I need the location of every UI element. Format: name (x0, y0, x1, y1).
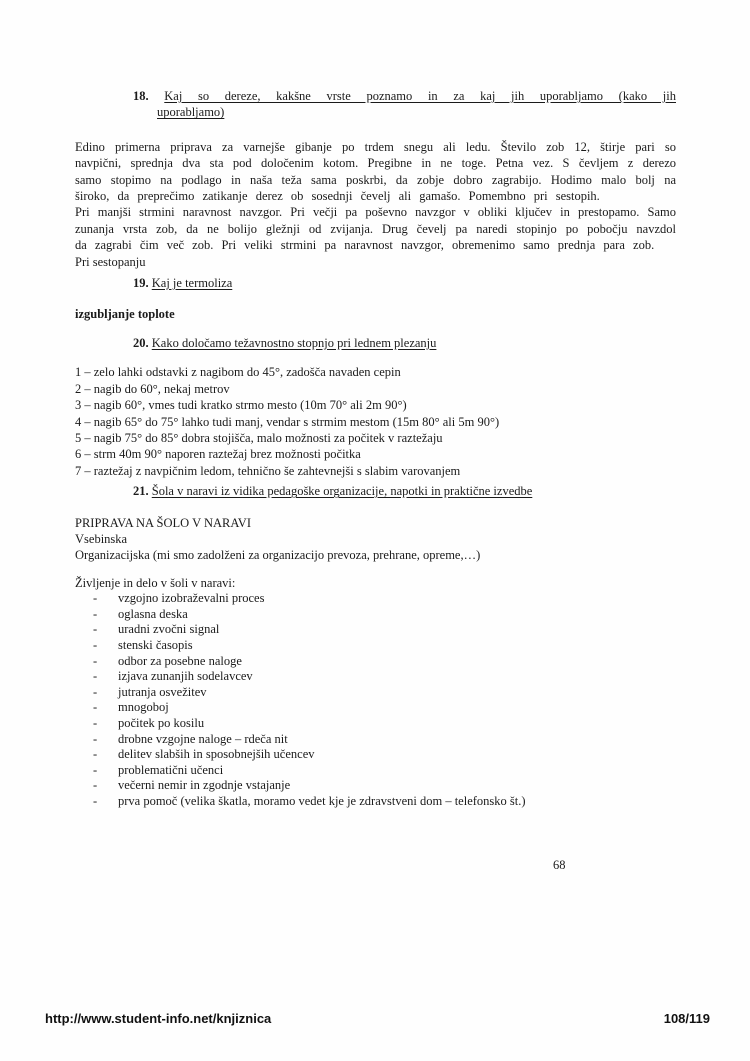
list-item (75, 747, 676, 763)
question-19-heading (75, 275, 676, 291)
list-item-text: vzgojno izobraževalni proces (118, 591, 265, 606)
bullet-dash: - (93, 700, 98, 715)
ice-grade-item: 2 – nagib do 60°, nekaj metrov (75, 381, 230, 396)
life-in-school-list (75, 591, 676, 809)
question-number: 20. (133, 335, 149, 350)
list-item-text: izjava zunanjih sodelavcev (118, 669, 253, 684)
question-title: Šola v naravi iz vidika pedagoške organizacije, napotki in praktične izvedbe (151, 484, 533, 499)
question-20-heading (75, 335, 676, 351)
question-18-heading (75, 88, 676, 121)
bullet-dash: - (93, 747, 98, 762)
list-item (75, 732, 676, 748)
footer-page-indicator: 108/119 (663, 1011, 710, 1026)
bullet-dash: - (93, 762, 98, 777)
list-item (75, 685, 676, 701)
list-item-text: delitev slabših in sposobnejših učencev (118, 747, 315, 762)
list-item-text: jutranja osvežitev (118, 684, 207, 699)
question-number: 21. (133, 484, 149, 499)
list-item (75, 638, 676, 654)
bullet-dash: - (93, 731, 98, 746)
list-item-text: mnogoboj (118, 700, 169, 715)
paragraph-dereze-1: Edino primerna priprava za varnejše gibanje po trdem snegu ali ledu. Število zob 12, štirje pari so navpični, sprednja dva sta pod določenim kotom. Pregibne in ne toge. Petna vez. S čevljem z derezo samo stopimo na podlago in naša teža sama poskrbi, da zobje dobro zagrabijo. Hodimo malo bolj na široko, da preprečimo zatikanje derez ob sosednji čevelj ali gamašo. Pomembno pri sestopih. (75, 139, 676, 204)
list-item-text: prva pomoč (velika škatla, moramo vedet kje je zdravstveni dom – telefonsko št.) (118, 793, 526, 808)
paragraph-dereze-3: Pri sestopanju (75, 254, 146, 269)
termoliza-bold-line: izgubljanje toplote (75, 307, 175, 322)
bullet-dash: - (93, 778, 98, 793)
ice-grade-item: 4 – nagib 65° do 75° lahko tudi manj, vendar s strmim mestom (15m 80° ali 5m 90°) (75, 414, 500, 429)
ice-grade-item: 1 – zelo lahki odstavki z nagibom do 45°, zadošča navaden cepin (75, 365, 401, 380)
list-item-text: uradni zvočni signal (118, 622, 220, 637)
bullet-dash: - (93, 669, 98, 684)
list-item (75, 654, 676, 670)
page-number: 68 (553, 858, 566, 872)
bullet-dash: - (93, 622, 98, 637)
list-item (75, 591, 676, 607)
ice-grade-item: 3 – nagib 60°, vmes tudi kratko strmo mesto (10m 70° ali 2m 90°) (75, 398, 407, 413)
bullet-dash: - (93, 653, 98, 668)
bullet-dash: - (93, 591, 98, 606)
list-item (75, 716, 676, 732)
list-item-text: drobne vzgojne naloge – rdeča nit (118, 731, 288, 746)
life-in-school-title: Življenje in delo v šoli v naravi: (75, 575, 236, 590)
list-item-text: počitek po kosilu (118, 715, 205, 730)
preparation-lines (75, 531, 676, 564)
question-title: Kaj so dereze, kakšne vrste poznamo in za kaj jih uporabljamo (kako jih uporabljamo) (157, 89, 676, 120)
list-item-text: oglasna deska (118, 606, 188, 621)
list-item (75, 669, 676, 685)
paragraph-dereze-2: Pri manjši strmini naravnost navzgor. Pri večji pa poševno navzgor v obliki ključev in prestopamo. Samo zunanja vrsta zob, da ne bolijo gležnji od zvijanja. Drug čevelj pa naredi stopinjo po pobočju navzdol da zagrabi čim več zob. Pri veliki strmini pa naravnost navzgor, obremenimo samo prednja para zob. (75, 205, 676, 253)
list-item (75, 607, 676, 623)
list-item (75, 622, 676, 638)
question-21-heading (75, 483, 676, 499)
preparation-line: Vsebinska (75, 531, 128, 546)
list-item-text: stenski časopis (118, 637, 193, 652)
list-item-text: večerni nemir in zgodnje vstajanje (118, 778, 291, 793)
bullet-dash: - (93, 684, 98, 699)
ice-grade-item: 5 – nagib 75° do 85° dobra stojišča, malo možnosti za počitek v raztežaju (75, 430, 443, 445)
bullet-dash: - (93, 715, 98, 730)
list-item (75, 778, 676, 794)
footer-bar (0, 1011, 750, 1031)
bullet-dash: - (93, 606, 98, 621)
list-item (75, 794, 676, 810)
bullet-dash: - (93, 637, 98, 652)
document-content-column (75, 88, 676, 809)
ice-grades-list (75, 364, 676, 479)
question-number: 18. (133, 89, 149, 103)
footer-url: http://www.student-info.net/knjiznica (45, 1011, 272, 1026)
preparation-title: PRIPRAVA NA ŠOLO V NARAVI (75, 515, 251, 530)
list-item (75, 700, 676, 716)
bullet-dash: - (93, 793, 98, 808)
ice-grade-item: 6 – strm 40m 90° naporen raztežaj brez možnosti počitka (75, 447, 361, 462)
ice-grade-item: 7 – raztežaj z navpičnim ledom, tehnično še zahtevnejši s slabim varovanjem (75, 463, 461, 478)
list-item-text: odbor za posebne naloge (118, 653, 242, 668)
preparation-line: Organizacijska (mi smo zadolženi za organizacijo prevoza, prehrane, opreme,…) (75, 548, 481, 563)
list-item (75, 763, 676, 779)
preparation-block (75, 515, 676, 564)
question-title: Kako določamo težavnostno stopnjo pri lednem plezanju (151, 335, 437, 350)
question-number: 19. (133, 276, 149, 291)
list-item-text: problematični učenci (118, 762, 224, 777)
question-title: Kaj je termoliza (151, 276, 233, 291)
